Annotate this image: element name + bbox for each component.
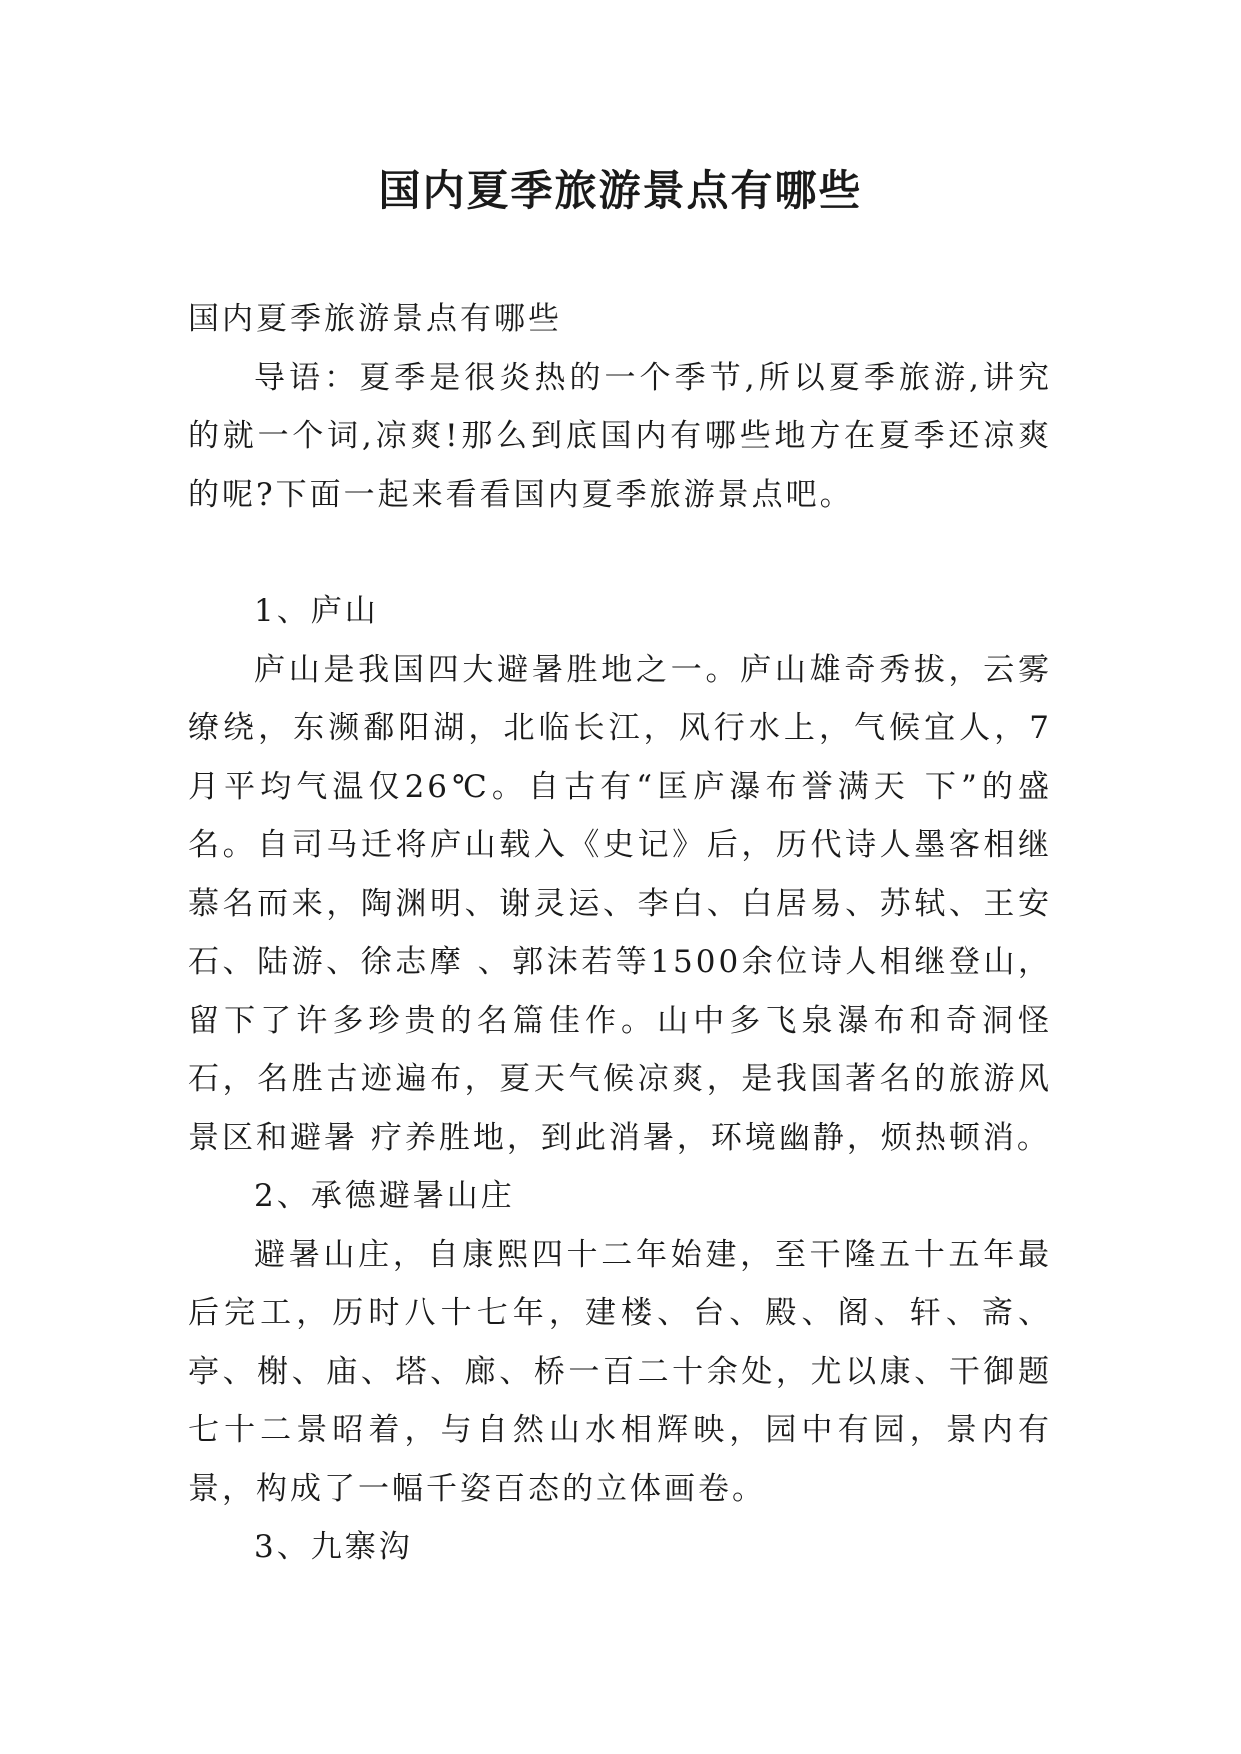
document-body: [188, 290, 1052, 1577]
section-text-chengde: 避暑山庄，自康熙四十二年始建，至干隆五十五年最后完工，历时八十七年，建楼、台、殿、阁、轩、斋、亭、榭、庙、塔、廊、桥一百二十余处，尤以康、干御题七十二景昭着，与自然山水相辉映，园中有园，景内有景，构成了一幅千姿百态的立体画卷。: [188, 1236, 1052, 1507]
section-heading-lushan: 1、庐山: [254, 593, 379, 629]
subtitle: 国内夏季旅游景点有哪些: [188, 301, 562, 337]
section-text-lushan: 庐山是我国四大避暑胜地之一。庐山雄奇秀拔，云雾缭绕，东濒鄱阳湖，北临长江，风行水上，气候宜人，7月平均气温仅26℃。自古有“匡庐瀑布誉满天 下”的盛名。自司马迁将庐山载入《史记》后，历代诗人墨客相继慕名而来，陶渊明、谢灵运、李白、白居易、苏轼、王安石、陆游、徐志摩 、郭沫若等1500余位诗人相继登山，留下了许多珍贵的名篇佳作。山中多飞泉瀑布和奇洞怪石，名胜古迹遍布，夏天气候凉爽，是我国著名的旅游风景区和避暑 疗养胜地，到此消暑，环境幽静，烦热顿消。: [188, 651, 1052, 1156]
intro-paragraph: 导语：夏季是很炎热的一个季节,所以夏季旅游,讲究的就一个词,凉爽!那么到底国内有哪些地方在夏季还凉爽的呢?下面一起来看看国内夏季旅游景点吧。: [188, 359, 1052, 513]
section-heading-chengde: 2、承德避暑山庄: [254, 1178, 515, 1214]
document-title: 国内夏季旅游景点有哪些: [378, 166, 863, 215]
section-heading-jiuzhaigou: 3、九寨沟: [254, 1529, 413, 1565]
spacer: [188, 524, 1052, 582]
